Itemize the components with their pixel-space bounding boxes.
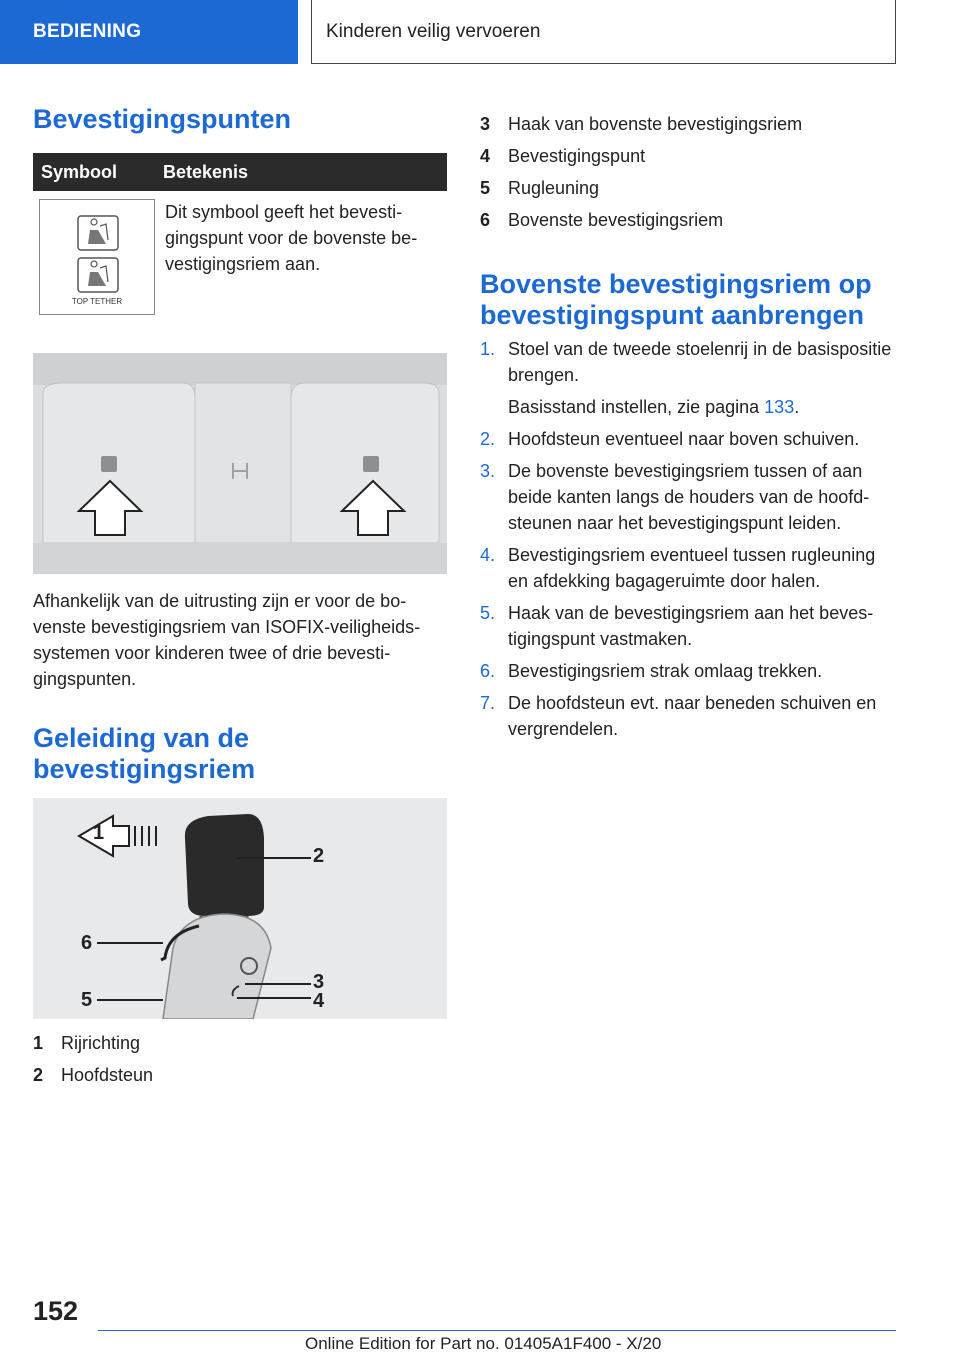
page-link[interactable]: 133 bbox=[764, 397, 795, 417]
page-number: 152 bbox=[33, 1296, 79, 1326]
diagram-label-5: 5 bbox=[81, 989, 93, 1011]
symbol-description: Dit symbool geeft het bevestigingspunt voor de bovenste bevestigingsriem aan. bbox=[165, 202, 418, 274]
diagram-label-6: 6 bbox=[81, 932, 93, 954]
legend-num: 6 bbox=[480, 210, 491, 230]
legend-num: 5 bbox=[480, 178, 491, 198]
legend-text: Bovenste bevestigingsriem bbox=[508, 210, 724, 230]
step-number: 1. bbox=[480, 339, 496, 359]
legend-text: Hoofdsteun bbox=[61, 1065, 154, 1085]
legend-text: Bevestigingspunt bbox=[508, 146, 646, 166]
heading-geleiding: Geleiding van de bevestigingsriem bbox=[33, 723, 256, 784]
step-text: Hoofdsteun eventueel naar boven schuiven. bbox=[508, 429, 860, 449]
heading-bevestigingspunten: Bevestigingspunten bbox=[33, 104, 292, 134]
step-number: 4. bbox=[480, 545, 496, 565]
legend-item bbox=[480, 143, 645, 169]
step-subtext-suffix: . bbox=[794, 397, 800, 417]
diagram-label-4: 4 bbox=[313, 990, 325, 1012]
legend-item bbox=[480, 175, 599, 201]
anchor-points-photo bbox=[33, 353, 447, 574]
step-item bbox=[480, 542, 900, 594]
step-item bbox=[480, 658, 900, 684]
legend-text: Rijrichting bbox=[61, 1033, 141, 1053]
anchor-points-paragraph: Afhankelijk van de uitrusting zijn er voor de bovenste bevestigingsriem van ISOFIX-veiligheidssystemen voor kinderen twee of drie bevestigingspunten. bbox=[33, 591, 421, 689]
step-number: 5. bbox=[480, 603, 496, 623]
step-subtext bbox=[508, 394, 900, 420]
top-tether-symbol bbox=[39, 199, 155, 315]
step-text: Haak van de bevestigingsriem aan het bevestigingspunt vastmaken. bbox=[508, 603, 874, 649]
step-item bbox=[480, 600, 900, 652]
footer-edition: Online Edition for Part no. 01405A1F400 - X/20 bbox=[305, 1334, 662, 1353]
legend-item bbox=[480, 111, 802, 137]
legend-num: 1 bbox=[33, 1033, 44, 1053]
legend-num: 4 bbox=[480, 146, 491, 166]
header-section: BEDIENING bbox=[0, 0, 298, 64]
header-chapter: Kinderen veilig vervoeren bbox=[311, 0, 896, 64]
step-number: 3. bbox=[480, 461, 496, 481]
seat-backs-illustration bbox=[33, 353, 447, 574]
symbol-table bbox=[33, 153, 447, 357]
legend-item bbox=[33, 1062, 153, 1088]
step-item bbox=[480, 458, 900, 536]
step-text: De bovenste bevestigingsriem tussen of aan beide kanten langs de houders van de hoofdsteunen naar het bevestigingspunt leiden. bbox=[508, 461, 870, 533]
step-text: De hoofdsteun evt. naar beneden schuiven en vergrendelen. bbox=[508, 693, 877, 739]
legend-item bbox=[480, 207, 723, 233]
step-item bbox=[480, 426, 900, 452]
diagram-label-2: 2 bbox=[313, 845, 325, 867]
heading-aanbrengen: Bovenste bevestigingsriem op bevestigingspunt aanbrengen bbox=[480, 269, 872, 330]
legend-text: Rugleuning bbox=[508, 178, 600, 198]
col-meaning: Betekenis bbox=[163, 161, 249, 182]
step-subtext-prefix: Basisstand instellen, zie pagina bbox=[508, 397, 765, 417]
col-symbol: Symbool bbox=[41, 161, 118, 182]
step-number: 6. bbox=[480, 661, 496, 681]
step-text: Bevestigingsriem eventueel tussen rugleuning en afdekking bagageruimte door halen. bbox=[508, 545, 876, 591]
legend-item bbox=[33, 1030, 140, 1056]
step-text: Stoel van de tweede stoelenrij in de basispositie brengen. bbox=[508, 339, 892, 385]
legend-text: Haak van bovenste bevestigingsriem bbox=[508, 114, 803, 134]
top-tether-caption: TOP TETHER bbox=[71, 297, 123, 306]
diagram-label-3: 3 bbox=[313, 971, 325, 993]
diagram-label-1: 1 bbox=[93, 822, 105, 844]
tether-routing-diagram bbox=[33, 798, 447, 1019]
step-number: 2. bbox=[480, 429, 496, 449]
footer-divider bbox=[98, 1330, 896, 1331]
symbol-table-header bbox=[33, 153, 447, 191]
symbol-table-row bbox=[33, 191, 447, 357]
legend-num: 2 bbox=[33, 1065, 44, 1085]
step-item bbox=[480, 690, 900, 742]
step-number: 7. bbox=[480, 693, 496, 713]
step-text: Bevestigingsriem strak omlaag trekken. bbox=[508, 661, 823, 681]
instruction-steps bbox=[480, 336, 900, 748]
legend-num: 3 bbox=[480, 114, 491, 134]
step-item bbox=[480, 336, 900, 420]
